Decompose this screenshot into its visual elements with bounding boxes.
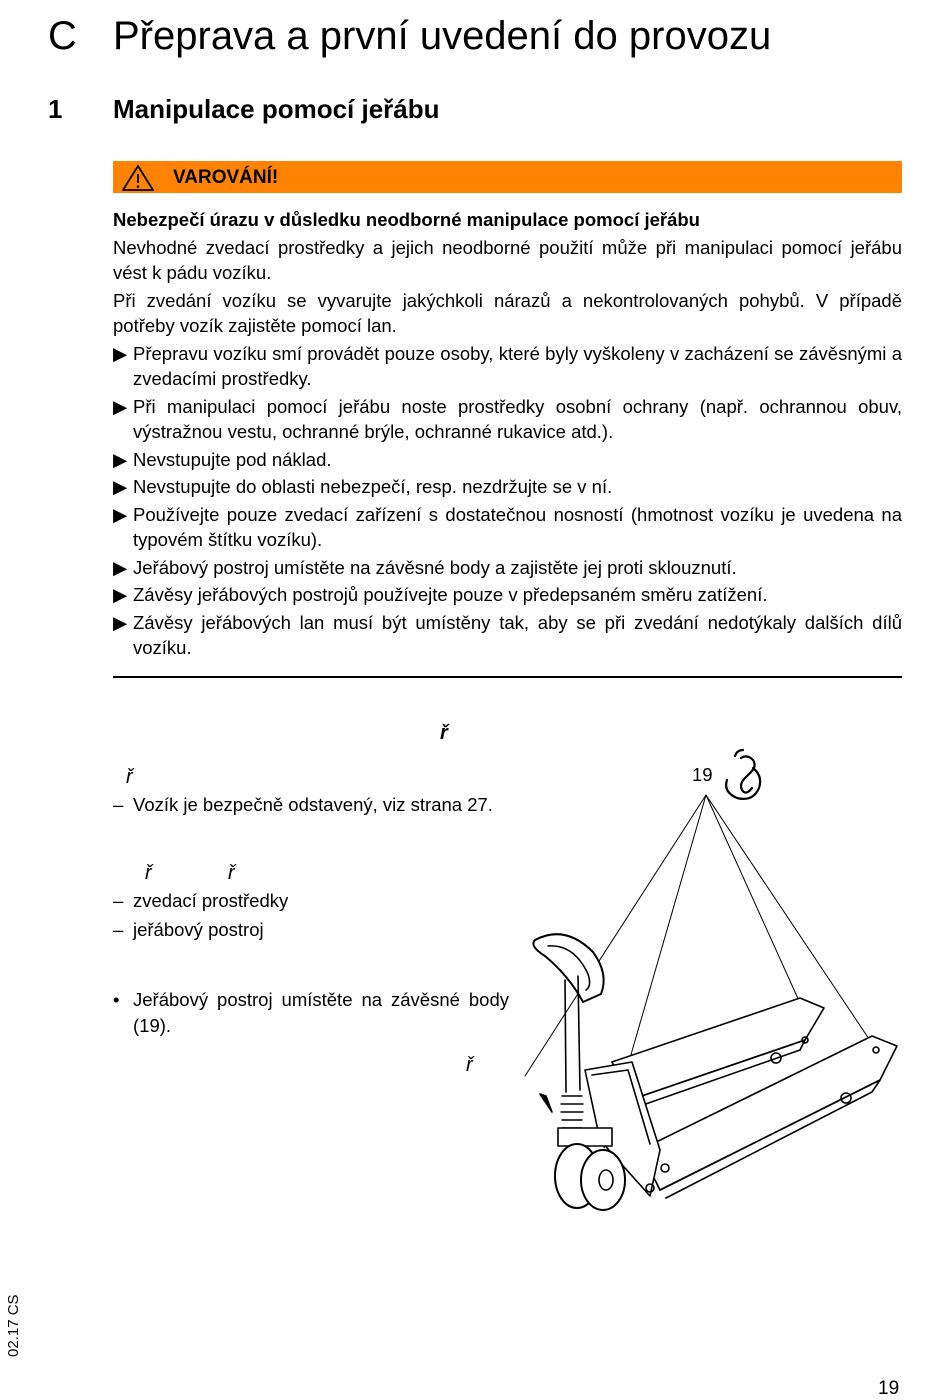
tools-list	[113, 888, 509, 945]
figure-callout-label: 19	[692, 764, 713, 785]
arrow-bullet-icon: ▶	[113, 395, 128, 417]
chapter-title: Přeprava a první uvedení do provozu	[113, 14, 772, 58]
arrow-bullet-icon: ▶	[113, 476, 128, 497]
procedure-step	[113, 987, 509, 1038]
warning-triangle-icon	[121, 164, 155, 192]
warning-paragraph: Při zvedání vozíku se vyvarujte jakýchkoli nárazů a nekontrolovaných pohybů. V případě potřeby vozík zajistěte pomocí lan.	[113, 289, 902, 336]
list-item: ▶ Při manipulaci pomocí jeřábu noste prostředky osobní ochrany (např. ochrannou obuv, výstražnou vestu, ochranné brýle, ochranné rukavice atd.).	[113, 395, 902, 442]
arrow-bullet-icon: ▶	[113, 556, 128, 578]
warning-label: VAROVÁNÍ!	[173, 167, 279, 188]
list-item: ▶ Závěsy jeřábových postrojů používejte pouze v předepsaném směru zatížení.	[113, 582, 902, 608]
text-fragment: ř	[145, 862, 152, 884]
crane-hook-icon	[726, 750, 760, 799]
text-fragment: ř	[440, 722, 448, 744]
list-item: – jeřábový postroj	[113, 918, 264, 940]
list-item: ▶ Používejte pouze zvedací zařízení s dostatečnou nosností (hmotnost vozíku je uvedena na typovém štítku vozíku).	[113, 503, 902, 550]
prerequisite-list	[113, 792, 509, 818]
list-item: – zvedací prostředky	[113, 890, 289, 911]
list-item: ▶ Závěsy jeřábových lan musí být umístěny tak, aby se při zvedání nedotýkaly dalších dílů vozíku.	[113, 611, 902, 658]
text-fragment: ř	[228, 862, 235, 884]
warning-list	[113, 341, 902, 661]
list-item: ▶ Nevstupujte pod náklad.	[113, 447, 902, 473]
section-title: Manipulace pomocí jeřábu	[113, 94, 440, 124]
arrow-bullet-icon: ▶	[113, 342, 128, 364]
text-fragment: ř	[126, 766, 133, 788]
text-fragment: ř	[466, 1054, 473, 1076]
pallet-truck-illustration	[515, 745, 915, 1215]
document-code: 02.17 CS	[5, 1294, 22, 1357]
chapter-letter: C	[48, 14, 77, 58]
page-number: 19	[878, 1378, 900, 1399]
warning-body	[113, 207, 902, 663]
list-item: ▶ Přepravu vozíku smí provádět pouze osoby, které byly vyškoleny v zacházení se závěsnými a zvedacími prostředky.	[113, 342, 902, 389]
arrow-bullet-icon: ▶	[113, 584, 128, 605]
section-divider	[113, 676, 902, 678]
list-item: ▶ Nevstupujte do oblasti nebezpečí, resp. nezdržujte se v ní.	[113, 474, 902, 500]
warning-banner	[113, 161, 902, 193]
arrow-bullet-icon: ▶	[113, 611, 128, 633]
warning-heading: Nebezpečí úrazu v důsledku neodborné manipulace pomocí jeřábu	[113, 209, 700, 230]
section-number: 1	[48, 94, 63, 124]
arrow-bullet-icon: ▶	[113, 448, 128, 470]
list-item: – Vozík je bezpečně odstavený, viz strana 27.	[113, 794, 493, 815]
arrow-bullet-icon: ▶	[113, 503, 128, 525]
warning-paragraph: Nevhodné zvedací prostředky a jejich neodborné použití může při manipulaci pomocí jeřábu vést k pádu vozíku.	[113, 236, 902, 283]
list-item: • Jeřábový postroj umístěte na závěsné body (19).	[113, 989, 509, 1036]
list-item: ▶ Jeřábový postroj umístěte na závěsné body a zajistěte jej proti sklouznutí.	[113, 555, 902, 581]
